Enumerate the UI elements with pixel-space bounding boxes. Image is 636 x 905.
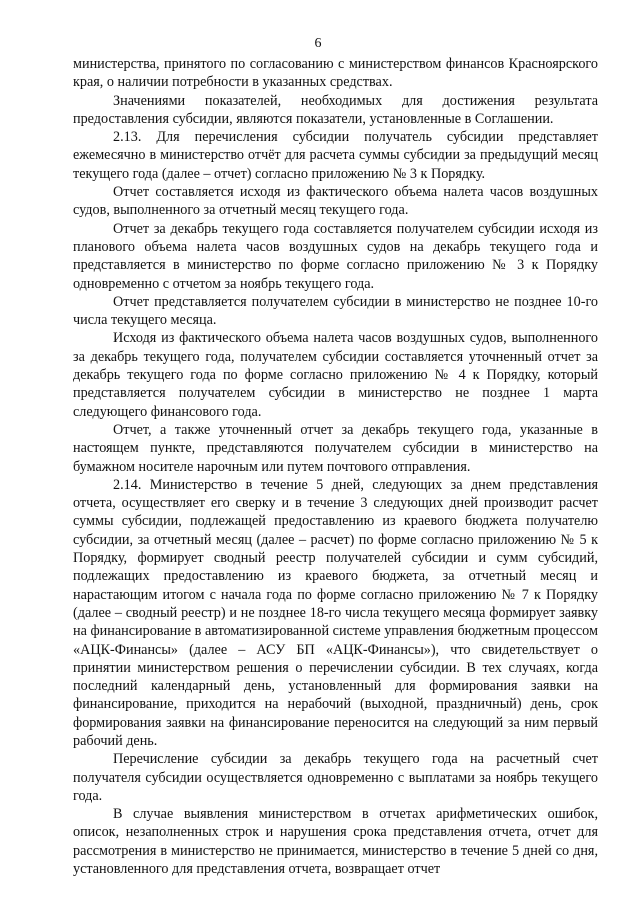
page-number: 6	[314, 36, 322, 51]
paragraph-indicators: Значениями показателей, необходимых для достижения результата предоставления субсидии, являются показатели, установленные в Соглашении.	[73, 92, 598, 127]
paragraph-report-delivery: Отчет, а также уточненный отчет за декабрь текущего года, указанные в настоящем пункте, представляются получателем субсидии в министерство на бумажном носителе нарочным или путем почтового отправления.	[73, 421, 598, 475]
paragraph-errors: В случае выявления министерством в отчетах арифметических ошибок, описок, незаполненных строк и нарушения срока представления отчета, отчет для рассмотрения в министерство не принимается, министерство в течение 5 дней со дня, установленного для представления отчета, возвращает отчет	[73, 806, 598, 878]
paragraph-december-report: Отчет за декабрь текущего года составляется получателем субсидии исходя из планового объема налета часов воздушных судов на декабрь текущего года и представляется в министерство по форме согласно приложению № 3 к Порядку одновременно с отчетом за ноябрь текущего года.	[73, 220, 598, 292]
document-body	[73, 55, 598, 878]
paragraph-report-basis: Отчет составляется исходя из фактического объема налета часов воздушных судов, выполненного за отчетный месяц текущего года.	[73, 184, 598, 219]
paragraph-refined-report: Исходя из фактического объема налета часов воздушных судов, выполненного за декабрь текущего года, получателем субсидии составляется уточненный отчет за декабрь текущего года по форме согласно приложению № 4 к Порядку, который представляется получателем субсидии в министерство не позднее 1 марта следующего финансового года.	[73, 330, 598, 420]
paragraph-report-deadline: Отчет представляется получателем субсидии в министерство не позднее 10-го числа текущего месяца.	[73, 293, 598, 329]
paragraph-continuation: министерства, принятого по согласованию с министерством финансов Красноярского края, о наличии потребности в указанных средствах.	[73, 56, 598, 91]
paragraph-december-transfer: Перечисление субсидии за декабрь текущего года на расчетный счет получателя субсидии осуществляется одновременно с выплатами за ноябрь текущего года.	[73, 751, 598, 804]
paragraph-2-14: 2.14. Министерство в течение 5 дней, следующих за днем представления отчета, осуществляет его сверку и в течение 3 следующих дней производит расчет суммы субсидии, подлежащей предоставлению из краевого бюджета получателю субсидии, за отчетный месяц (далее – расчет) по форме согласно приложению № 5 к Порядку, формирует сводный реестр получателей субсидии и сумм субсидий, подлежащих предоставлению из краевого бюджета, за отчетный месяц и нарастающим итогом с начала года по форме согласно приложению № 7 к Порядку (далее – сводный реестр) и не позднее 18-го числа текущего месяца формирует заявку на финансирование в автоматизированной системе управления бюджетным процессом «АЦК-Финансы» (далее – АСУ БП «АЦК-Финансы»), что свидетельствует о принятии министерством решения о перечислении субсидии. В тех случаях, когда последний календарный день, установленный для формирования заявки на финансирование, приходится на нерабочий (выходной, праздничный) день, срок формирования заявки на финансирование переносится на следующий за ним первый рабочий день.	[73, 476, 598, 749]
paragraph-2-13: 2.13. Для перечисления субсидии получатель субсидии представляет ежемесячно в министерство отчёт для расчета суммы субсидии за предыдущий месяц текущего года (далее – отчет) согласно приложению № 3 к Порядку.	[73, 129, 598, 182]
